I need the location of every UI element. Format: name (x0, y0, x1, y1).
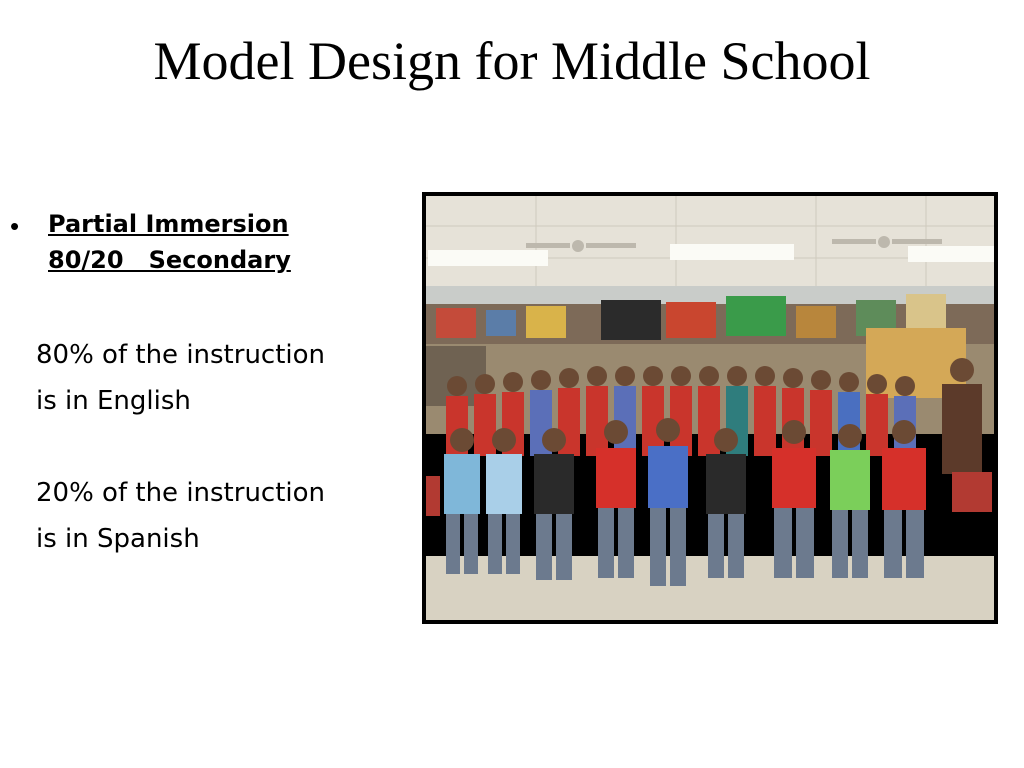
english-paragraph (36, 332, 396, 424)
bullet-heading-line-2: 80/20 Secondary (48, 246, 291, 274)
spanish-paragraph (36, 470, 396, 562)
bullet-item (8, 206, 388, 278)
spanish-line-2: is in Spanish (36, 524, 200, 554)
bullet-heading-line-1: Partial Immersion (48, 210, 289, 238)
english-line-1: 80% of the instruction (36, 340, 326, 370)
english-line-2: is in English (36, 386, 191, 416)
bullet-marker: • (10, 211, 20, 241)
bullet-heading (48, 206, 388, 278)
slide-title: Model Design for Middle School (153, 31, 871, 91)
spanish-line-1: 20% of the instruction (36, 478, 326, 508)
class-photo-illustration (426, 196, 994, 620)
class-photo (422, 192, 998, 624)
